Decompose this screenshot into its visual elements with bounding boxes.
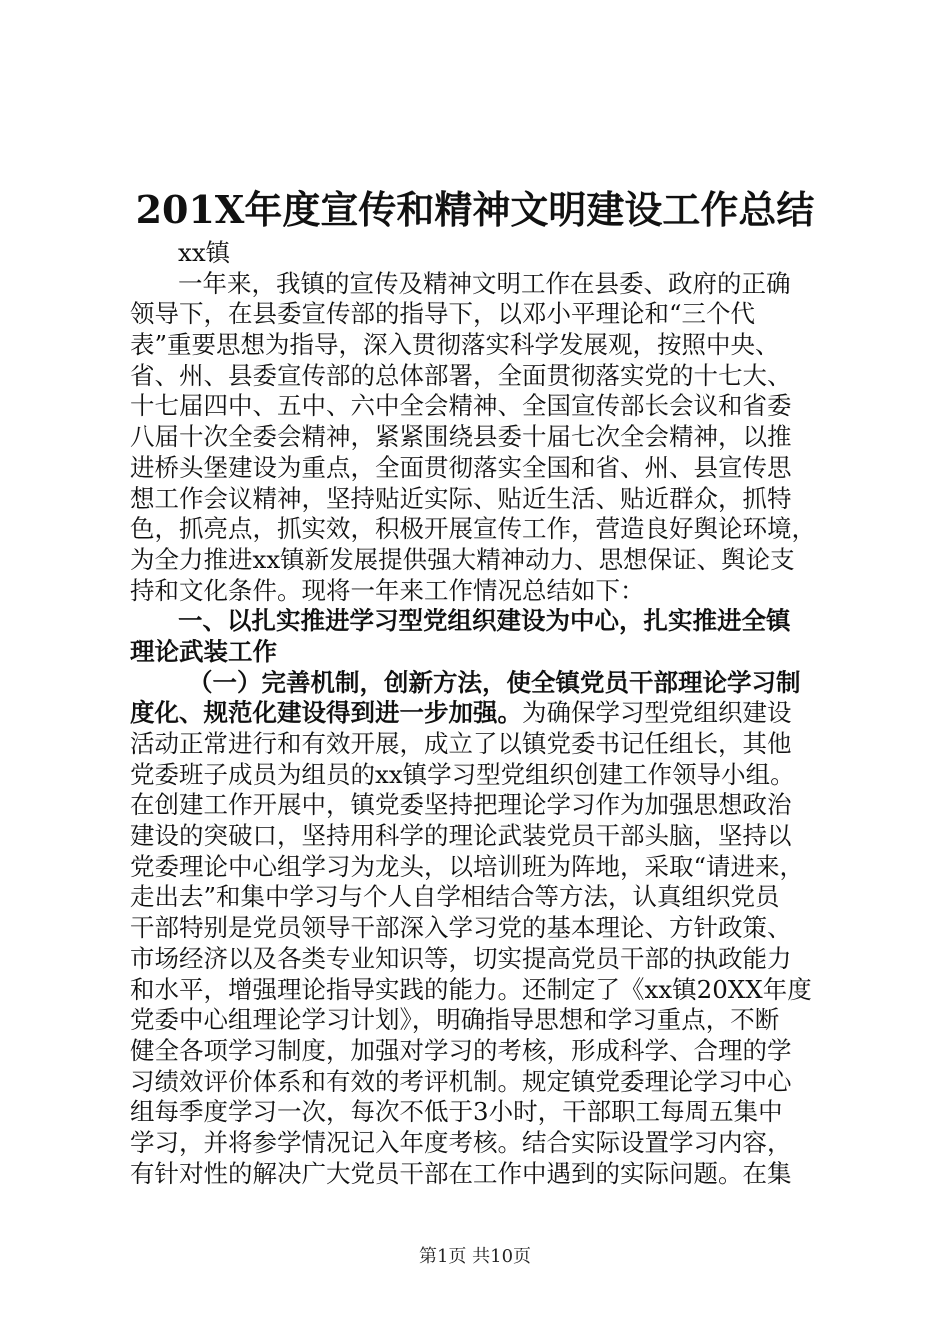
section-heading: 理论武装工作 <box>130 636 277 666</box>
paragraph-line: 党委理论中心组学习为龙头，以培训班为阵地，采取“请进来， <box>130 851 805 881</box>
paragraph-line: 市场经济以及各类专业知识等，切实提高党员干部的执政能力 <box>130 943 792 973</box>
paragraph-line: 省、州、县委宣传部的总体部署，全面贯彻落实党的十七大、 <box>130 360 792 390</box>
document-title: 201X年度宣传和精神文明建设工作总结 <box>135 187 815 232</box>
paragraph-line: 持和文化条件。现将一年来工作情况总结如下： <box>130 575 645 605</box>
paragraph-line: 习绩效评价体系和有效的考评机制。规定镇党委理论学习中心 <box>130 1066 792 1096</box>
paragraph-line: 色，抓亮点，抓实效，积极开展宣传工作，营造良好舆论环境， <box>130 514 816 544</box>
paragraph-line: 健全各项学习制度，加强对学习的考核，形成科学、合理的学 <box>130 1035 792 1065</box>
subsection-heading-line <box>130 698 830 729</box>
paragraph-line: 有针对性的解决广大党员干部在工作中遇到的实际问题。在集 <box>130 1158 792 1188</box>
paragraph-line: 组每季度学习一次，每次不低于3小时，干部职工每周五集中 <box>130 1097 783 1127</box>
paragraph-line: 想工作会议精神，坚持贴近实际、贴近生活、贴近群众，抓特 <box>130 483 792 513</box>
paragraph-line: 党委中心组理论学习计划》，明确指导思想和学习重点，不断 <box>130 1005 780 1035</box>
document-body <box>130 238 830 1189</box>
paragraph-line: 干部特别是党员领导干部深入学习党的基本理论、方针政策、 <box>130 913 792 943</box>
paragraph-line: 十七届四中、五中、六中全会精神、全国宣传部长会议和省委 <box>130 391 792 421</box>
paragraph-line: 在创建工作开展中，镇党委坚持把理论学习作为加强思想政治 <box>130 790 792 820</box>
paragraph-line: 表”重要思想为指导，深入贯彻落实科学发展观，按照中央、 <box>130 330 780 360</box>
subsection-heading-end: 度化、规范化建设得到进一步加强。 <box>130 698 522 728</box>
paragraph-line: 为全力推进xx镇新发展提供强大精神动力、思想保证、舆论支 <box>130 544 795 574</box>
paragraph-line: 党委班子成员为组员的xx镇学习型党组织创建工作领导小组。 <box>130 759 795 789</box>
paragraph-line: 和水平，增强理论指导实践的能力。还制定了《xx镇20XX年度 <box>130 974 812 1004</box>
paragraph-line: 走出去”和集中学习与个人自学相结合等方法，认真组织党员 <box>130 882 780 912</box>
paragraph-line: 领导下，在县委宣传部的指导下，以邓小平理论和“三个代 <box>130 299 756 329</box>
paragraph-text: 为确保学习型党组织建设 <box>522 698 792 728</box>
author-line: xx镇 <box>178 238 231 267</box>
paragraph-line: 活动正常进行和有效开展，成立了以镇党委书记任组长，其他 <box>130 729 792 758</box>
section-heading: 一、以扎实推进学习型党组织建设为中心，扎实推进全镇 <box>178 606 791 636</box>
subsection-heading: （一）完善机制，创新方法，使全镇党员干部理论学习制 <box>188 667 801 697</box>
page-footer: 第1页 共10页 <box>418 1246 532 1267</box>
paragraph-line: 八届十次全委会精神，紧紧围绕县委十届七次全会精神，以推 <box>130 422 792 452</box>
paragraph-line: 一年来，我镇的宣传及精神文明工作在县委、政府的正确 <box>178 268 791 298</box>
paragraph-line: 进桥头堡建设为重点，全面贯彻落实全国和省、州、县宣传思 <box>130 452 792 482</box>
paragraph-line: 建设的突破口，坚持用科学的理论武装党员干部头脑，坚持以 <box>130 821 792 851</box>
paragraph-line: 学习，并将参学情况记入年度考核。结合实际设置学习内容， <box>130 1127 792 1157</box>
